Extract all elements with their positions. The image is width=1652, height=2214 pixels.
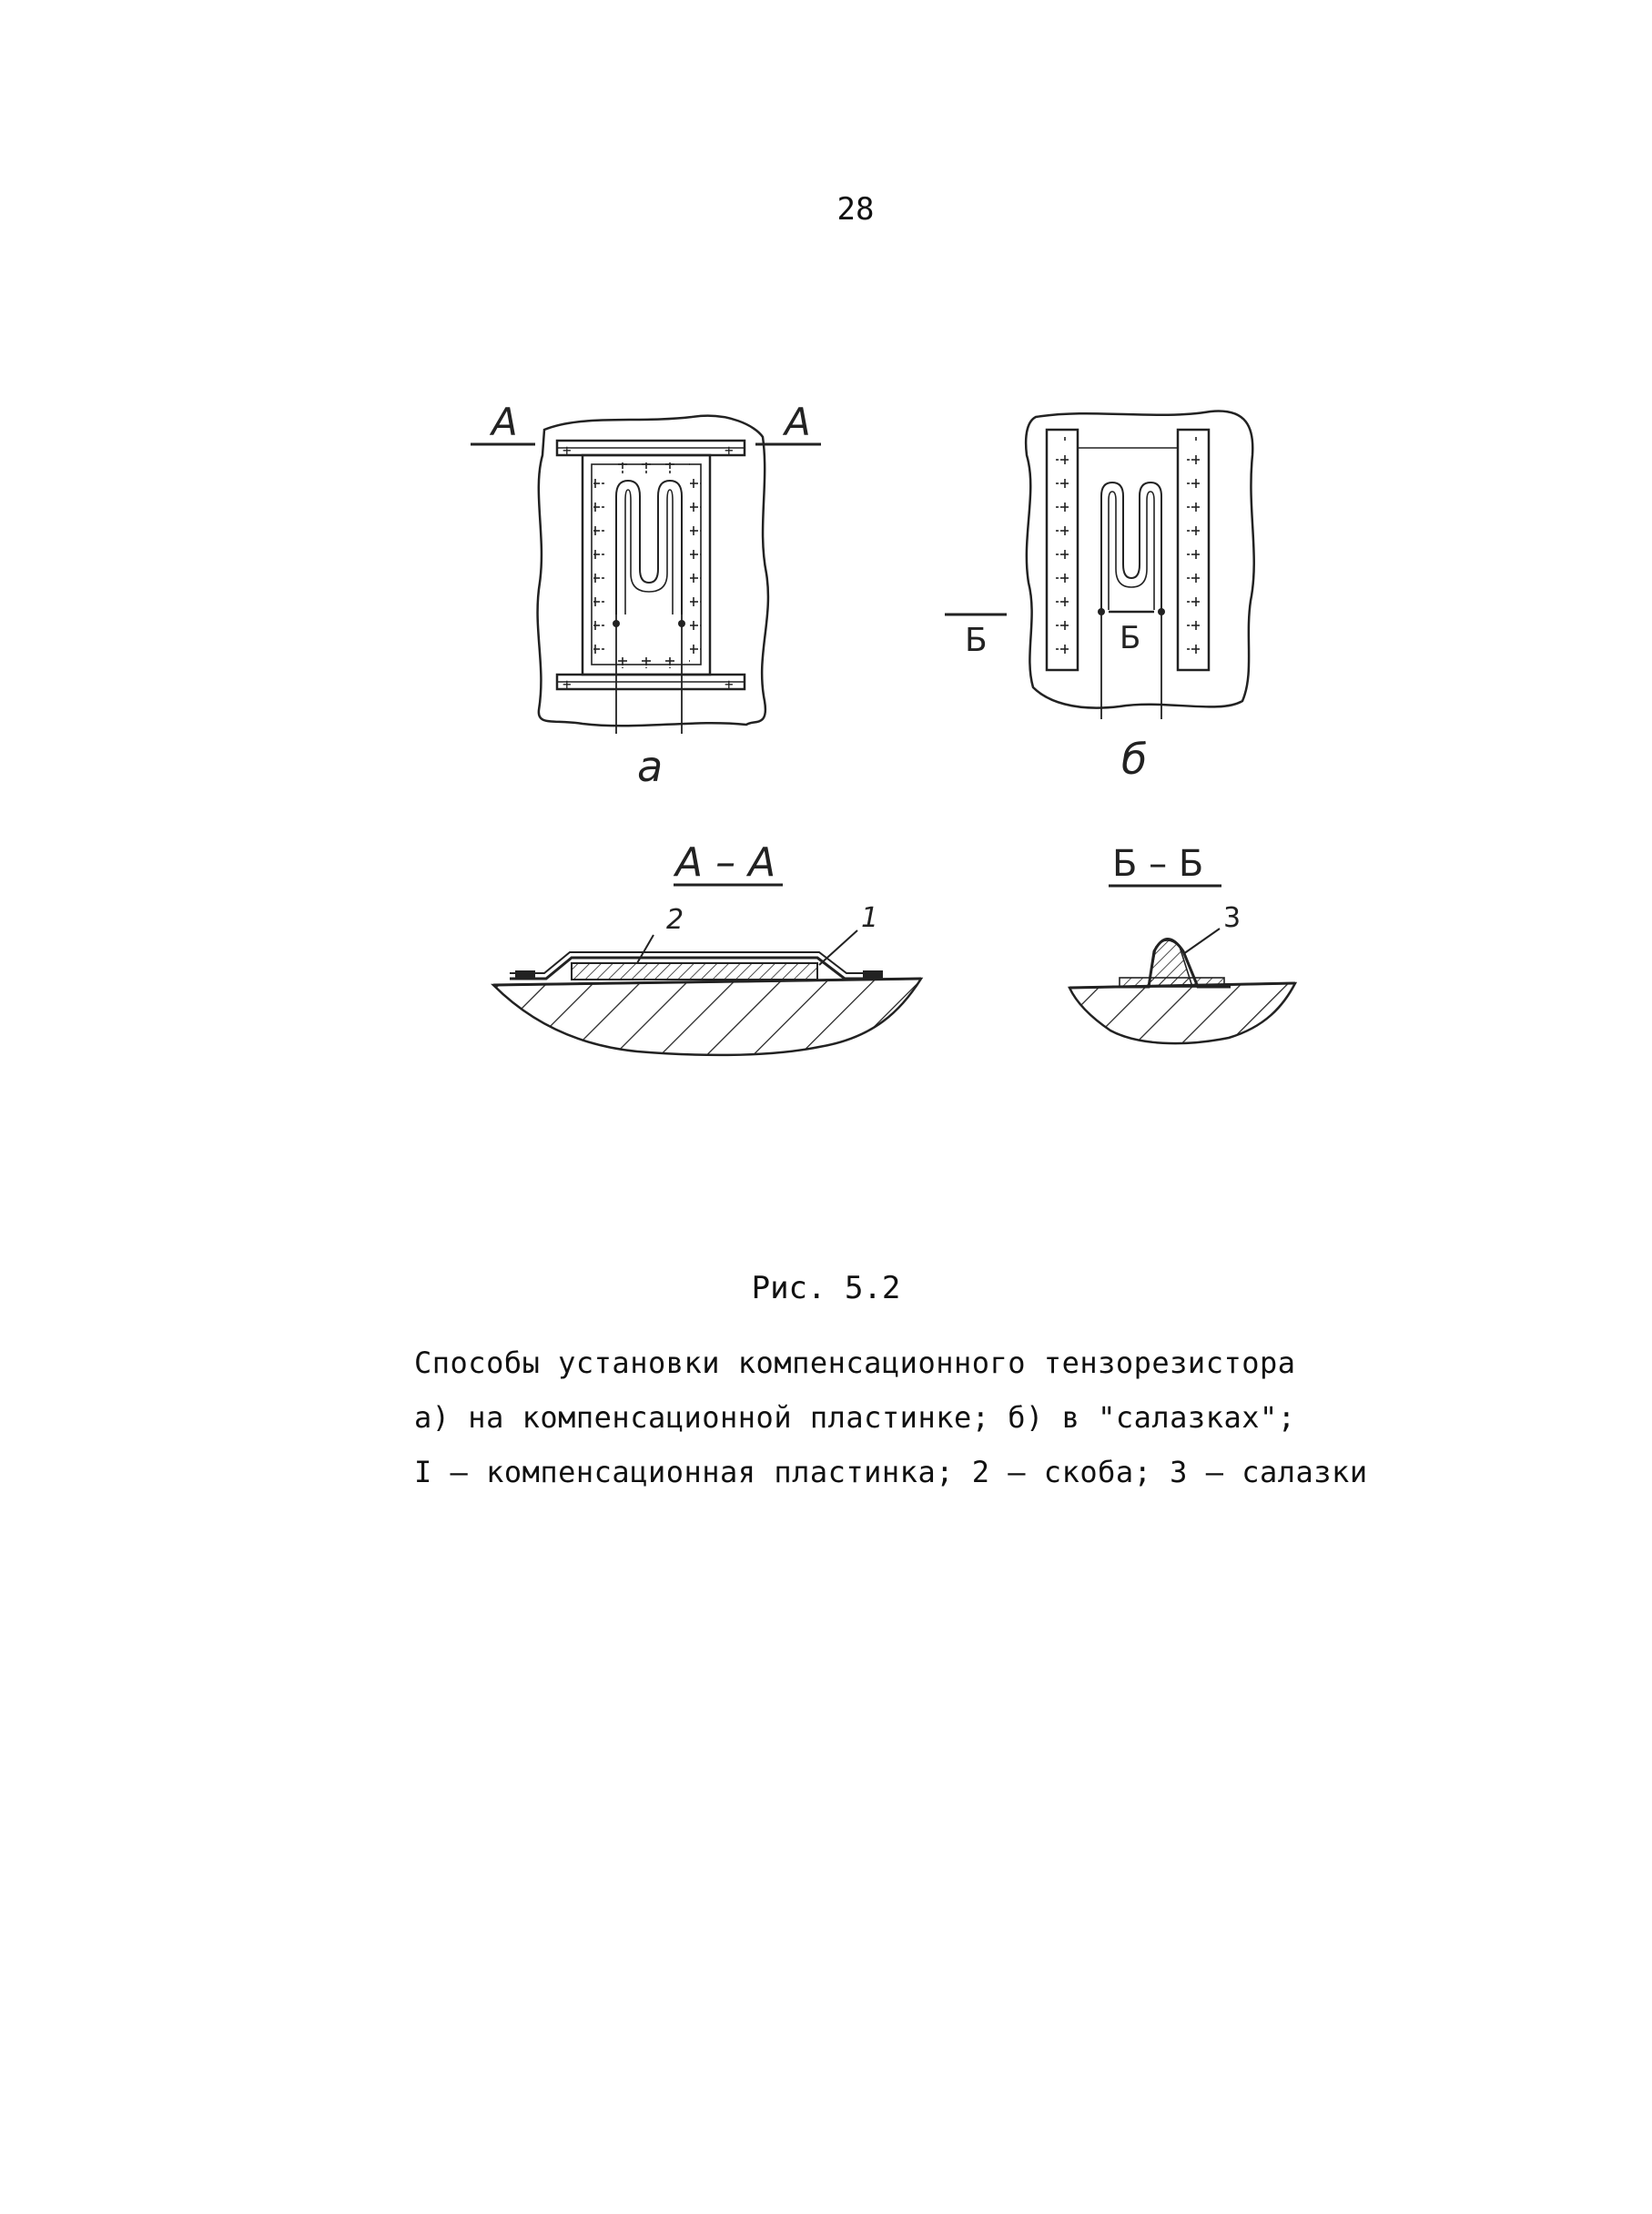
plan-view-b (945, 411, 1254, 784)
plan-a-specimen-outline (538, 416, 768, 726)
plan-b-caption: б (1121, 735, 1148, 784)
section-aa-callout-1: 1 (861, 902, 879, 934)
section-bb-callout-3: 3 (1223, 902, 1242, 934)
caption-line-3: I – компенсационная пластинка; 2 – скоба; 3 – салазки (414, 1455, 1368, 1489)
section-view-aa (493, 839, 921, 1055)
figure-caption-title: Рис. 5.2 (751, 1270, 901, 1306)
plan-a-section-mark-right: А (785, 400, 811, 444)
page-number: 28 (836, 191, 875, 228)
svg-text:+: + (725, 675, 734, 693)
svg-text:+: + (562, 442, 572, 459)
section-aa-compensation-plate (572, 963, 817, 980)
caption-line-2: а) на компенсационной пластинке; б) в "салазках"; (414, 1400, 1296, 1435)
plan-a-section-mark-left: А (492, 400, 518, 444)
section-bb-substrate (1069, 983, 1295, 1043)
svg-text:+: + (725, 442, 734, 459)
plan-b-strain-gauge-grid (1101, 482, 1161, 610)
section-aa-title: А – А (675, 839, 776, 886)
plan-b-section-mark: Б (965, 622, 988, 659)
section-bb-title: Б – Б (1112, 843, 1204, 885)
plan-view-a (471, 400, 821, 791)
plan-b-inner-mark: Б (1120, 620, 1141, 656)
plan-a-caption: а (637, 742, 664, 791)
section-aa-callout-2: 2 (666, 904, 684, 936)
section-view-bb (1069, 843, 1295, 1043)
section-aa-substrate (493, 979, 921, 1055)
svg-text:+: + (562, 675, 572, 693)
caption-line-1: Способы установки компенсационного тензорезистора (414, 1346, 1296, 1380)
